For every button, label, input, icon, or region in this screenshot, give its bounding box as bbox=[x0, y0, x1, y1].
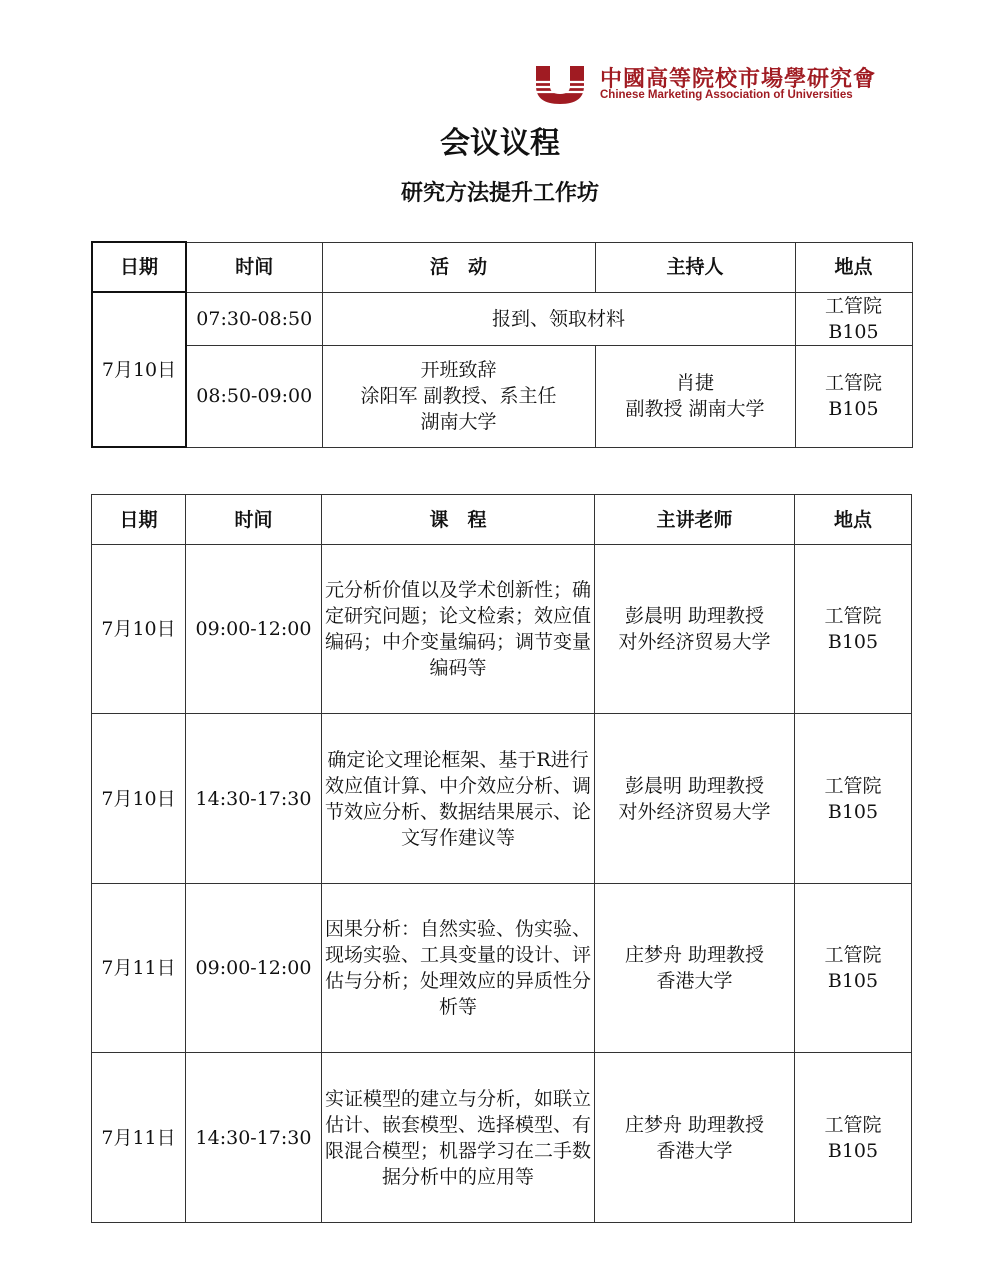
date-cell: 7月11日 bbox=[92, 1053, 186, 1223]
org-name-en: Chinese Marketing Association of Universities bbox=[600, 89, 853, 101]
activity-line: 开班致辞 bbox=[420, 359, 497, 381]
table-header-row bbox=[92, 495, 912, 545]
activity-cell bbox=[322, 345, 595, 447]
header-host: 主持人 bbox=[595, 242, 795, 292]
host-cell bbox=[595, 345, 795, 447]
location-line: B105 bbox=[827, 970, 879, 992]
location-line: 工管院 bbox=[824, 605, 882, 627]
course-cell: 确定论文理论框架、基于R进行效应值计算、中介效应分析、调节效应分析、数据结果展示、论文写作建议等 bbox=[322, 714, 595, 884]
header-date: 日期 bbox=[92, 495, 186, 545]
header-location: 地点 bbox=[795, 242, 912, 292]
location-line: B105 bbox=[828, 398, 879, 420]
teacher-line: 香港大学 bbox=[656, 970, 733, 992]
header-time: 时间 bbox=[186, 495, 322, 545]
opening-agenda-table bbox=[91, 241, 913, 448]
table-row bbox=[92, 714, 912, 884]
location-line: B105 bbox=[827, 631, 879, 653]
date-cell: 7月10日 bbox=[92, 545, 186, 714]
table-row bbox=[92, 884, 912, 1053]
location-cell bbox=[795, 884, 912, 1053]
time-cell: 14:30-17:30 bbox=[186, 714, 322, 884]
location-cell bbox=[795, 292, 912, 345]
teacher-line: 彭晨明 助理教授 bbox=[624, 605, 765, 627]
header-teacher: 主讲老师 bbox=[595, 495, 795, 545]
location-line: B105 bbox=[828, 320, 879, 343]
org-logo bbox=[528, 58, 888, 106]
teacher-line: 对外经济贸易大学 bbox=[618, 631, 771, 653]
header-time: 时间 bbox=[186, 242, 322, 292]
activity-cell: 报到、领取材料 bbox=[322, 292, 795, 345]
time-cell: 08:50-09:00 bbox=[186, 345, 322, 447]
teacher-line: 庄梦舟 助理教授 bbox=[624, 1113, 765, 1136]
date-cell: 7月11日 bbox=[92, 884, 186, 1053]
header-course: 课 程 bbox=[322, 495, 595, 545]
page-title: 会议议程 bbox=[440, 126, 560, 161]
teacher-line: 香港大学 bbox=[656, 1139, 733, 1162]
teacher-line: 对外经济贸易大学 bbox=[618, 800, 771, 823]
header-date: 日期 bbox=[92, 242, 186, 292]
table-row bbox=[92, 345, 912, 447]
time-cell: 09:00-12:00 bbox=[186, 884, 322, 1053]
org-name-cn: 中國高等院校市場學研究會 bbox=[600, 66, 877, 92]
location-line: 工管院 bbox=[824, 944, 882, 966]
header-activity: 活 动 bbox=[322, 242, 595, 292]
location-cell bbox=[795, 1053, 912, 1223]
location-line: 工管院 bbox=[824, 294, 882, 317]
table-row bbox=[92, 1053, 912, 1223]
location-cell bbox=[795, 345, 912, 447]
org-logo-mark-icon bbox=[528, 60, 592, 104]
teacher-cell bbox=[595, 884, 795, 1053]
course-cell: 元分析价值以及学术创新性；确定研究问题；论文检索；效应值编码；中介变量编码；调节变量编码等 bbox=[322, 545, 595, 714]
table-row bbox=[92, 292, 912, 345]
time-cell: 09:00-12:00 bbox=[186, 545, 322, 714]
teacher-cell bbox=[595, 714, 795, 884]
page-subtitle: 研究方法提升工作坊 bbox=[400, 180, 599, 206]
location-cell bbox=[795, 714, 912, 884]
date-cell: 7月10日 bbox=[92, 292, 186, 447]
teacher-cell bbox=[595, 1053, 795, 1223]
course-cell: 因果分析：自然实验、伪实验、现场实验、工具变量的设计、评估与分析；处理效应的异质性分析等 bbox=[322, 884, 595, 1053]
course-cell: 实证模型的建立与分析，如联立估计、嵌套模型、选择模型、有限混合模型；机器学习在二手数据分析中的应用等 bbox=[322, 1053, 595, 1223]
host-line: 肖捷 bbox=[675, 372, 714, 394]
activity-line: 湖南大学 bbox=[420, 411, 497, 433]
location-line: 工管院 bbox=[824, 774, 882, 797]
host-line: 副教授 湖南大学 bbox=[625, 398, 765, 420]
teacher-cell bbox=[595, 545, 795, 714]
location-line: B105 bbox=[827, 800, 879, 823]
location-line: 工管院 bbox=[824, 372, 882, 394]
location-line: B105 bbox=[827, 1139, 879, 1162]
table-header-row bbox=[92, 242, 912, 292]
date-cell: 7月10日 bbox=[92, 714, 186, 884]
teacher-line: 彭晨明 助理教授 bbox=[624, 774, 765, 797]
location-cell bbox=[795, 545, 912, 714]
time-cell: 07:30-08:50 bbox=[186, 292, 322, 345]
location-line: 工管院 bbox=[824, 1113, 882, 1136]
course-agenda-table bbox=[91, 494, 912, 1223]
activity-line: 涂阳军 副教授、系主任 bbox=[360, 385, 557, 407]
teacher-line: 庄梦舟 助理教授 bbox=[624, 944, 765, 966]
header-location: 地点 bbox=[795, 495, 912, 545]
time-cell: 14:30-17:30 bbox=[186, 1053, 322, 1223]
table-row bbox=[92, 545, 912, 714]
